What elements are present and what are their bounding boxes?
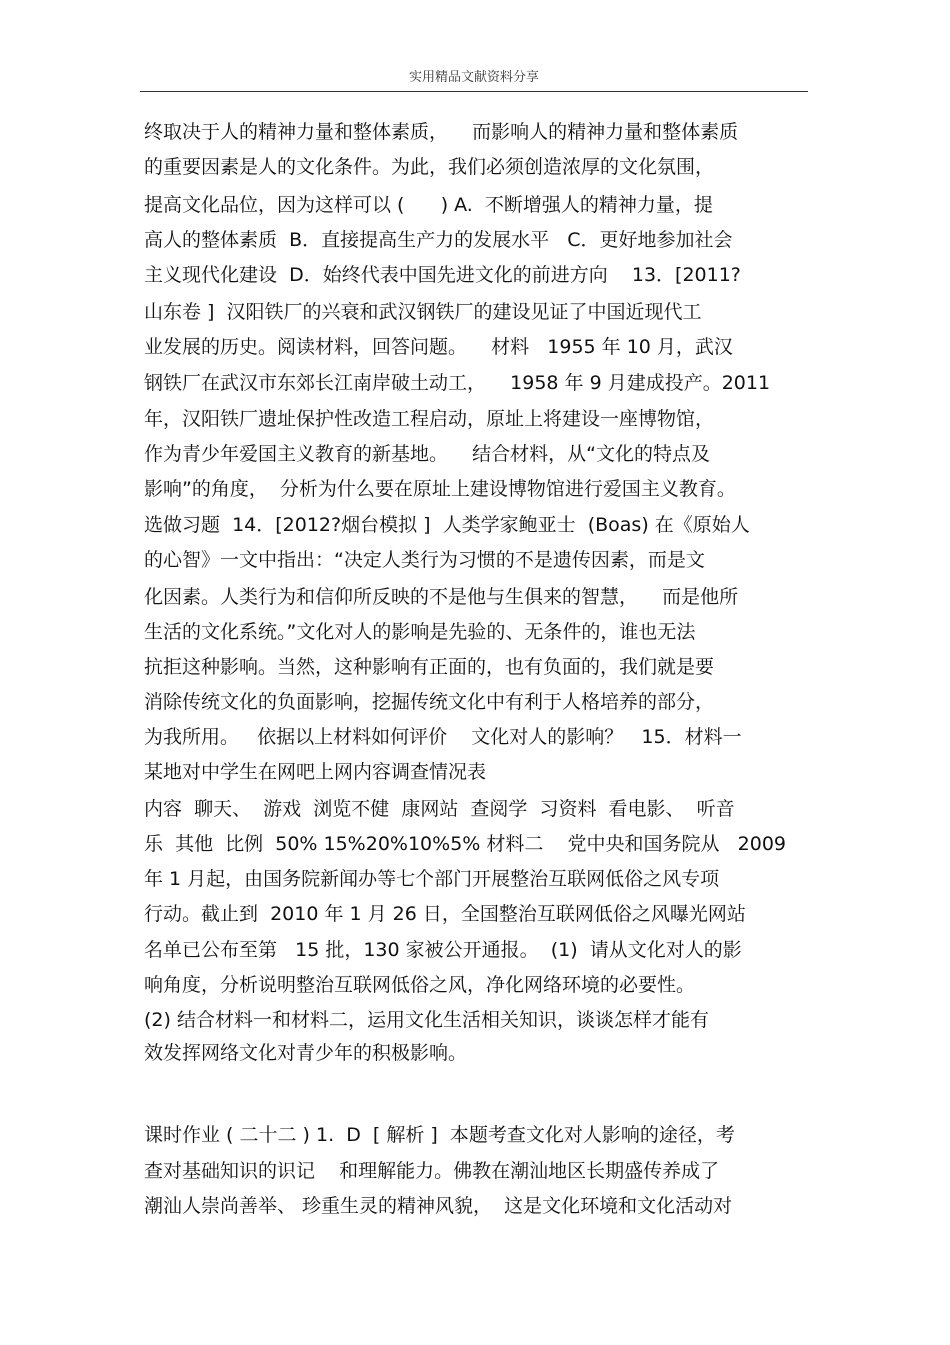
- text-line: 提高文化品位，因为这样可以 ( ) A. 不断增强人的精神力量，提: [144, 194, 713, 216]
- text-line: 作为青少年爱国主义教育的新基地。 结合材料，从“文化的特点及: [144, 443, 711, 465]
- text-line: 终取决于人的精神力量和整体素质， 而影响人的精神力量和整体素质: [144, 121, 739, 143]
- text-line: 年 1 月起，由国务院新闻办等七个部门开展整治互联网低俗之风专项: [144, 868, 720, 890]
- text-line: 为我所用。 依据以上材料如何评价 文化对人的影响？ 15．材料一: [144, 726, 742, 748]
- text-line: (2) 结合材料一和材料二，运用文化生活相关知识，谈谈怎样才能有: [144, 1009, 709, 1031]
- text-line: 的心智》一文中指出：“决定人类行为习惯的不是遗传因素，而是文: [144, 549, 705, 571]
- text-line: 山东卷 ] 汉阳铁厂的兴衰和武汉钢铁厂的建设见证了中国近现代工: [144, 301, 702, 323]
- page-header: 实用精品文献资料分享: [408, 70, 539, 85]
- text-line: 主义现代化建设 D．始终代表中国先进文化的前进方向 13．[2011?: [144, 264, 741, 286]
- text-line: 生活的文化系统。”文化对人的影响是先验的、无条件的，谁也无法: [144, 621, 696, 643]
- text-line: 化因素。人类行为和信仰所反映的不是他与生俱来的智慧， 而是他所: [144, 586, 739, 608]
- text-line: 内容 聊天、 游戏 浏览不健 康网站 查阅学 习资料 看电影、 听音: [144, 798, 735, 820]
- text-line: 名单已公布至第 15 批，130 家被公开通报。 (1) 请从文化对人的影: [144, 939, 742, 961]
- text-line: 抗拒这种影响。当然，这种影响有正面的，也有负面的，我们就是要: [144, 656, 715, 678]
- text-line: 行动。截止到 2010 年 1 月 26 日，全国整治互联网低俗之风曝光网站: [144, 903, 746, 925]
- text-line: 响角度，分析说明整治互联网低俗之风，净化网络环境的必要性。: [144, 974, 696, 996]
- text-line: 效发挥网络文化对青少年的积极影响。: [144, 1042, 468, 1064]
- text-line: 消除传统文化的负面影响，挖掘传统文化中有利于人格培养的部分，: [144, 691, 715, 713]
- text-line: 影响”的角度， 分析为什么要在原址上建设博物馆进行爱国主义教育。: [144, 478, 736, 500]
- text-line: 课时作业 ( 二十二 ) 1. D [ 解析 ] 本题考查文化对人影响的途径，考: [144, 1124, 735, 1146]
- header-divider: [140, 91, 808, 92]
- text-line: 查对基础知识的识记 和理解能力。佛教在潮汕地区长期盛传养成了: [144, 1160, 720, 1182]
- text-line: 乐 其他 比例 50% 15%20%10%5% 材料二 党中央和国务院从 2009: [144, 833, 787, 855]
- text-line: 选做习题 14．[2012?烟台模拟 ] 人类学家鲍亚士 (Boas) 在《原始人: [144, 514, 750, 536]
- text-line: 某地对中学生在网吧上网内容调查情况表: [144, 761, 487, 783]
- text-line: 钢铁厂在武汉市东郊长江南岸破土动工， 1958 年 9 月建成投产。2011: [144, 372, 771, 394]
- text-line: 高人的整体素质 B．直接提高生产力的发展水平 C．更好地参加社会: [144, 229, 733, 251]
- text-line: 的重要因素是人的文化条件。为此，我们必须创造浓厚的文化氛围，: [144, 156, 715, 178]
- text-line: 潮汕人崇尚善举、 珍重生灵的精神风貌， 这是文化环境和文化活动对: [144, 1195, 733, 1217]
- text-line: 年，汉阳铁厂遗址保护性改造工程启动，原址上将建设一座博物馆，: [144, 408, 715, 430]
- text-line: 业发展的历史。阅读材料，回答问题。 材料 1955 年 10 月，武汉: [144, 336, 733, 358]
